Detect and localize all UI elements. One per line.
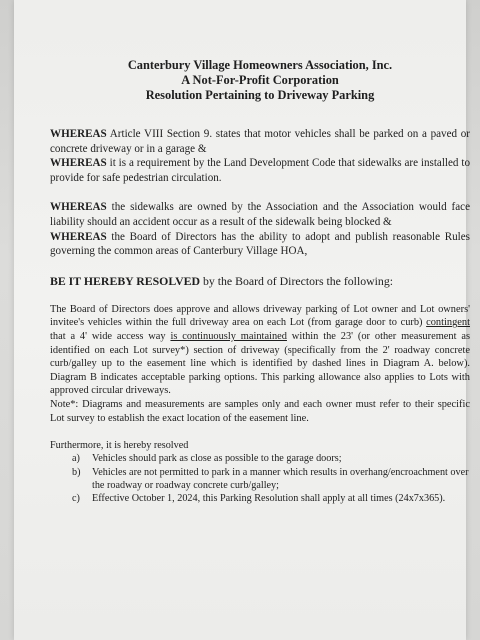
whereas-clause-1 — [50, 127, 470, 156]
item-text: Vehicles are not permitted to park in a manner which results in overhang/encroachment over the roadway or roadway concrete curb/galley; — [92, 466, 469, 491]
maintained-emphasis: is continuously maintained — [170, 330, 287, 342]
whereas-keyword: WHEREAS — [50, 128, 107, 140]
resolved-keyword: BE IT HEREBY RESOLVED — [50, 273, 201, 288]
list-item — [64, 452, 470, 465]
spacer — [50, 185, 470, 200]
list-item — [64, 492, 470, 505]
whereas-text: Article VIII Section 9. states that motor vehicles shall be parked on a paved or concrete driveway or in a garage & — [50, 128, 470, 155]
whereas-clause-3 — [50, 200, 470, 229]
resolution-body — [50, 303, 470, 398]
corporation-type: A Not-For-Profit Corporation — [181, 73, 339, 87]
resolution-title: Resolution Pertaining to Driveway Parking — [145, 88, 375, 102]
resolved-statement — [50, 274, 470, 289]
body-text-3: within the 23' (or other measurement as identified on each Lot survey*) section of driveway (specifically from the 2' roadway concrete curb/galley up to the easement line which is identified by dashed lines in Diagram A. below). Diagram B indicates acceptable parking options. This parking allowance also applies to Lots with approved circular driveways. — [50, 330, 470, 397]
whereas-keyword: WHEREAS — [50, 157, 107, 170]
resolution-items — [50, 452, 470, 505]
whereas-text: the Board of Directors has the ability to adopt and publish reasonable Rules governing the common areas of Canterbury Village HOA, — [50, 230, 470, 258]
contingent-emphasis: contingent — [426, 317, 470, 329]
document-header — [50, 58, 470, 103]
body-text-2: that a 4' wide access way — [50, 330, 171, 342]
furthermore-heading: Furthermore, it is hereby resolved — [50, 440, 189, 452]
item-label: c) — [72, 492, 80, 504]
spacer — [50, 259, 470, 274]
whereas-keyword: WHEREAS — [50, 201, 107, 214]
list-item — [64, 466, 470, 492]
item-label: b) — [72, 466, 81, 478]
whereas-clause-4 — [50, 230, 470, 259]
whereas-keyword: WHEREAS — [50, 230, 107, 243]
item-label: a) — [72, 453, 80, 465]
resolved-text: by the Board of Directors the following: — [200, 273, 393, 288]
document-content — [50, 58, 470, 505]
body-text-1: The Board of Directors does approve and allows driveway parking of Lot owner and Lot owners' invitee's vehicles within the full driveway area on each Lot (from garage door to curb) — [50, 303, 470, 329]
association-name: Canterbury Village Homeowners Association, Inc. — [127, 58, 393, 72]
whereas-text: the sidewalks are owned by the Association and the Association would face liability should an accident occur as a result of the sidewalk being blocked & — [50, 201, 470, 228]
whereas-text: it is a requirement by the Land Development Code that sidewalks are installed to provide for safe pedestrian circulation. — [50, 157, 470, 184]
survey-note: Note*: Diagrams and measurements are samples only and each owner must refer to their specific Lot survey to establish the exact location of the easement line. — [50, 398, 470, 424]
item-text: Vehicles should park as close as possible to the garage doors; — [92, 453, 342, 465]
item-text: Effective October 1, 2024, this Parking Resolution shall apply at all times (24x7x365). — [92, 492, 446, 504]
whereas-clause-2 — [50, 156, 470, 185]
paper-sheet — [14, 0, 470, 640]
